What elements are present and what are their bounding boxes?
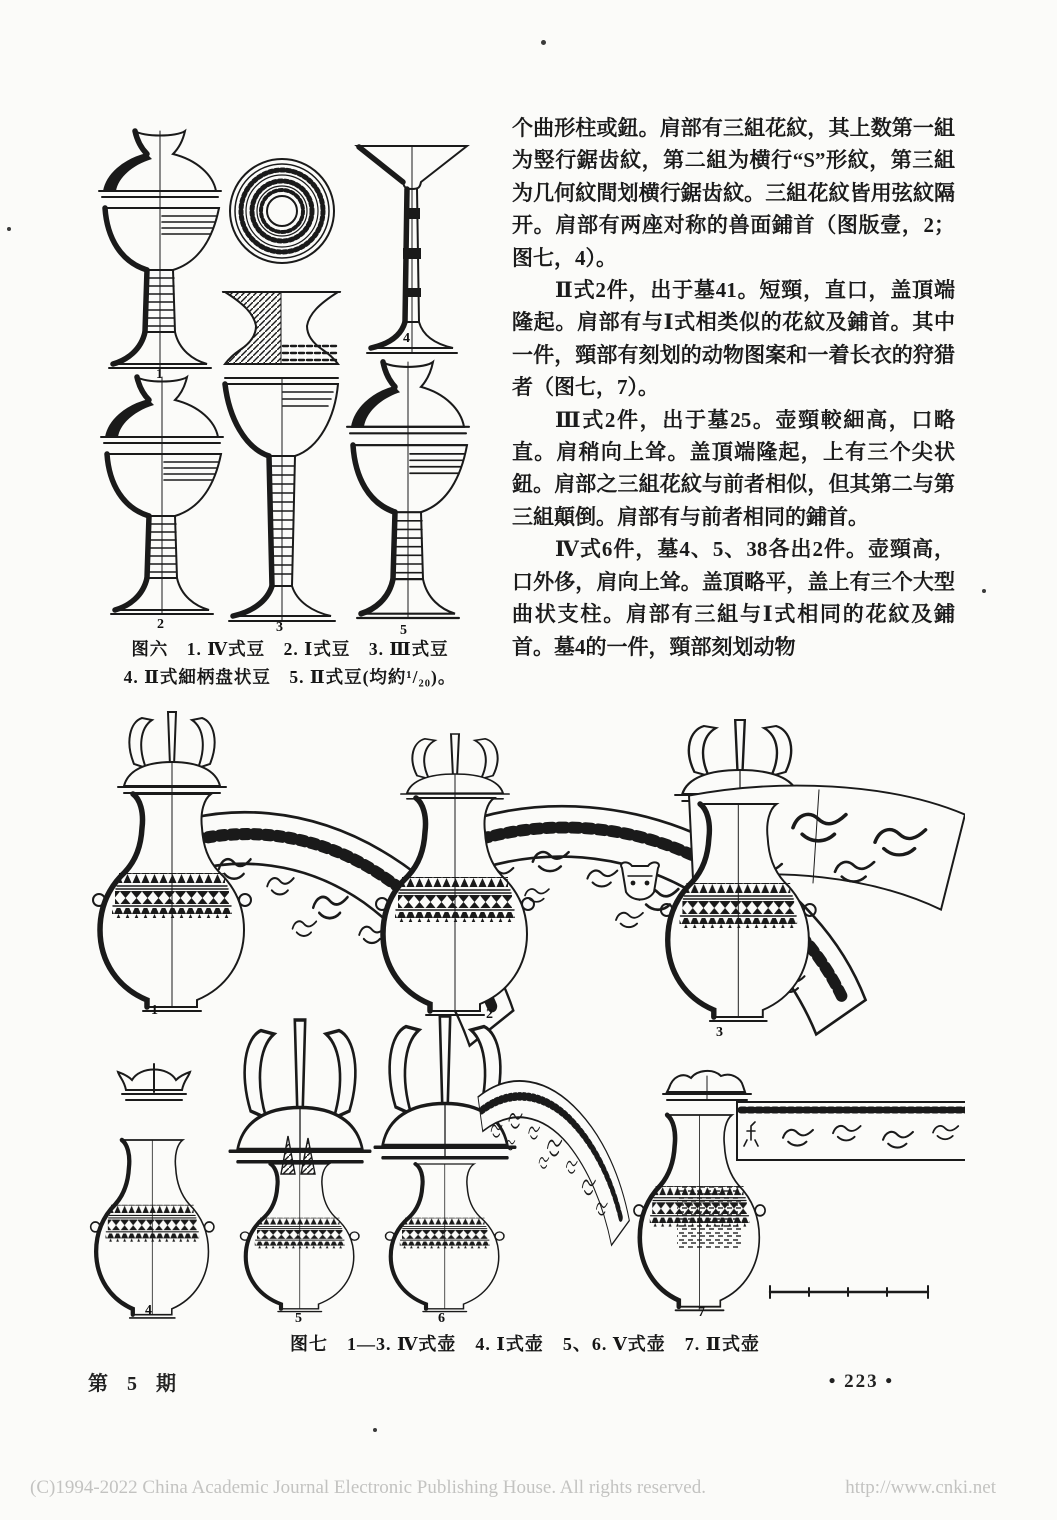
fig7-item-label: 2 [486, 1007, 493, 1022]
fig6-item-label: 1 [156, 367, 163, 382]
fig6-item-label: 5 [400, 623, 407, 638]
copyright-text: (C)1994-2022 China Academic Journal Electronic Publishing House. All rights reserved. [30, 1477, 706, 1498]
fig7-item-label: 7 [698, 1305, 705, 1320]
paragraph: 个曲形柱或鈕。肩部有三組花紋，其上数第一組为竪行鋸齿紋，第二組为横行“S”形紋，第三組为几何紋間划横行鋸齿紋。三組花紋皆用弦紋隔开。肩部有两座对称的兽面鋪首（图版壹，2；图七，4）。 [512, 116, 955, 270]
journal-issue: 第 5 期 [88, 1373, 183, 1395]
figure-7-svg [85, 706, 965, 1322]
fig6-item-label: 2 [157, 617, 164, 632]
page-number: • 223 • [828, 1371, 894, 1392]
scan-speck [541, 40, 546, 45]
paragraph: Ⅲ式2件，出于墓25。壶頸較細高，口略直。肩稍向上耸。盖頂端隆起，上有三个尖状鈕。肩部之三組花紋与前者相似，但其第二与第三組顛倒。肩部有与前者相同的鋪首。 [512, 407, 955, 529]
paragraph: Ⅱ式2件，出于墓41。短頸，直口，盖頂端隆起。肩部有与Ⅰ式相类似的花紋及鋪首。其中一件，頸部有刻划的动物图案和一着长衣的狩猎者（图七，7）。 [512, 278, 955, 400]
figure-6-drawing [85, 118, 500, 638]
beast-face-fitting [621, 862, 659, 899]
fig7-item-label: 5 [295, 1311, 302, 1326]
figure-7-caption: 图七 1—3. Ⅳ式壶 4. Ⅰ式壶 5、6. Ⅴ式壶 7. Ⅱ式壶 [290, 1334, 760, 1354]
hunting-frieze [737, 1102, 965, 1160]
dou-lid-section [223, 292, 340, 364]
scan-speck [982, 589, 986, 593]
figure-6-svg [85, 118, 500, 630]
scale-bar [770, 1286, 928, 1298]
scan-speck [373, 1428, 377, 1432]
fig7-item-label: 6 [438, 1311, 445, 1326]
fig7-item-label: 4 [145, 1303, 152, 1318]
fig7-item-label: 1 [151, 1003, 158, 1018]
hu-lid-figure [663, 1071, 751, 1100]
figure-6-caption-line1: 图六 1. Ⅳ式豆 2. Ⅰ式豆 3. Ⅲ式豆 [131, 639, 449, 659]
cnki-url: http://www.cnki.net [845, 1477, 996, 1498]
scan-speck [7, 227, 11, 231]
article-text-column [512, 112, 955, 663]
figure-6-caption-line2: 4. Ⅱ式細柄盘状豆 5. Ⅱ式豆(均約¹/₂₀)。 [123, 667, 457, 687]
copyright-strip [30, 1477, 996, 1499]
paragraph: Ⅳ式6件，墓4、5、38各出2件。壶頸高，口外侈，肩向上耸。盖頂略平，盖上有三个大型曲状支柱。肩部有三組与Ⅰ式相同的花紋及鋪首。墓4的一件，頸部刻划动物 [512, 537, 955, 659]
fig7-item-label: 3 [716, 1025, 723, 1040]
dou-lid-top-view [230, 159, 334, 263]
fig6-item-label: 3 [276, 620, 283, 635]
hu-lid-small [118, 1064, 190, 1100]
figure-7-drawing [85, 706, 965, 1326]
fig6-item-label: 4 [403, 331, 410, 346]
